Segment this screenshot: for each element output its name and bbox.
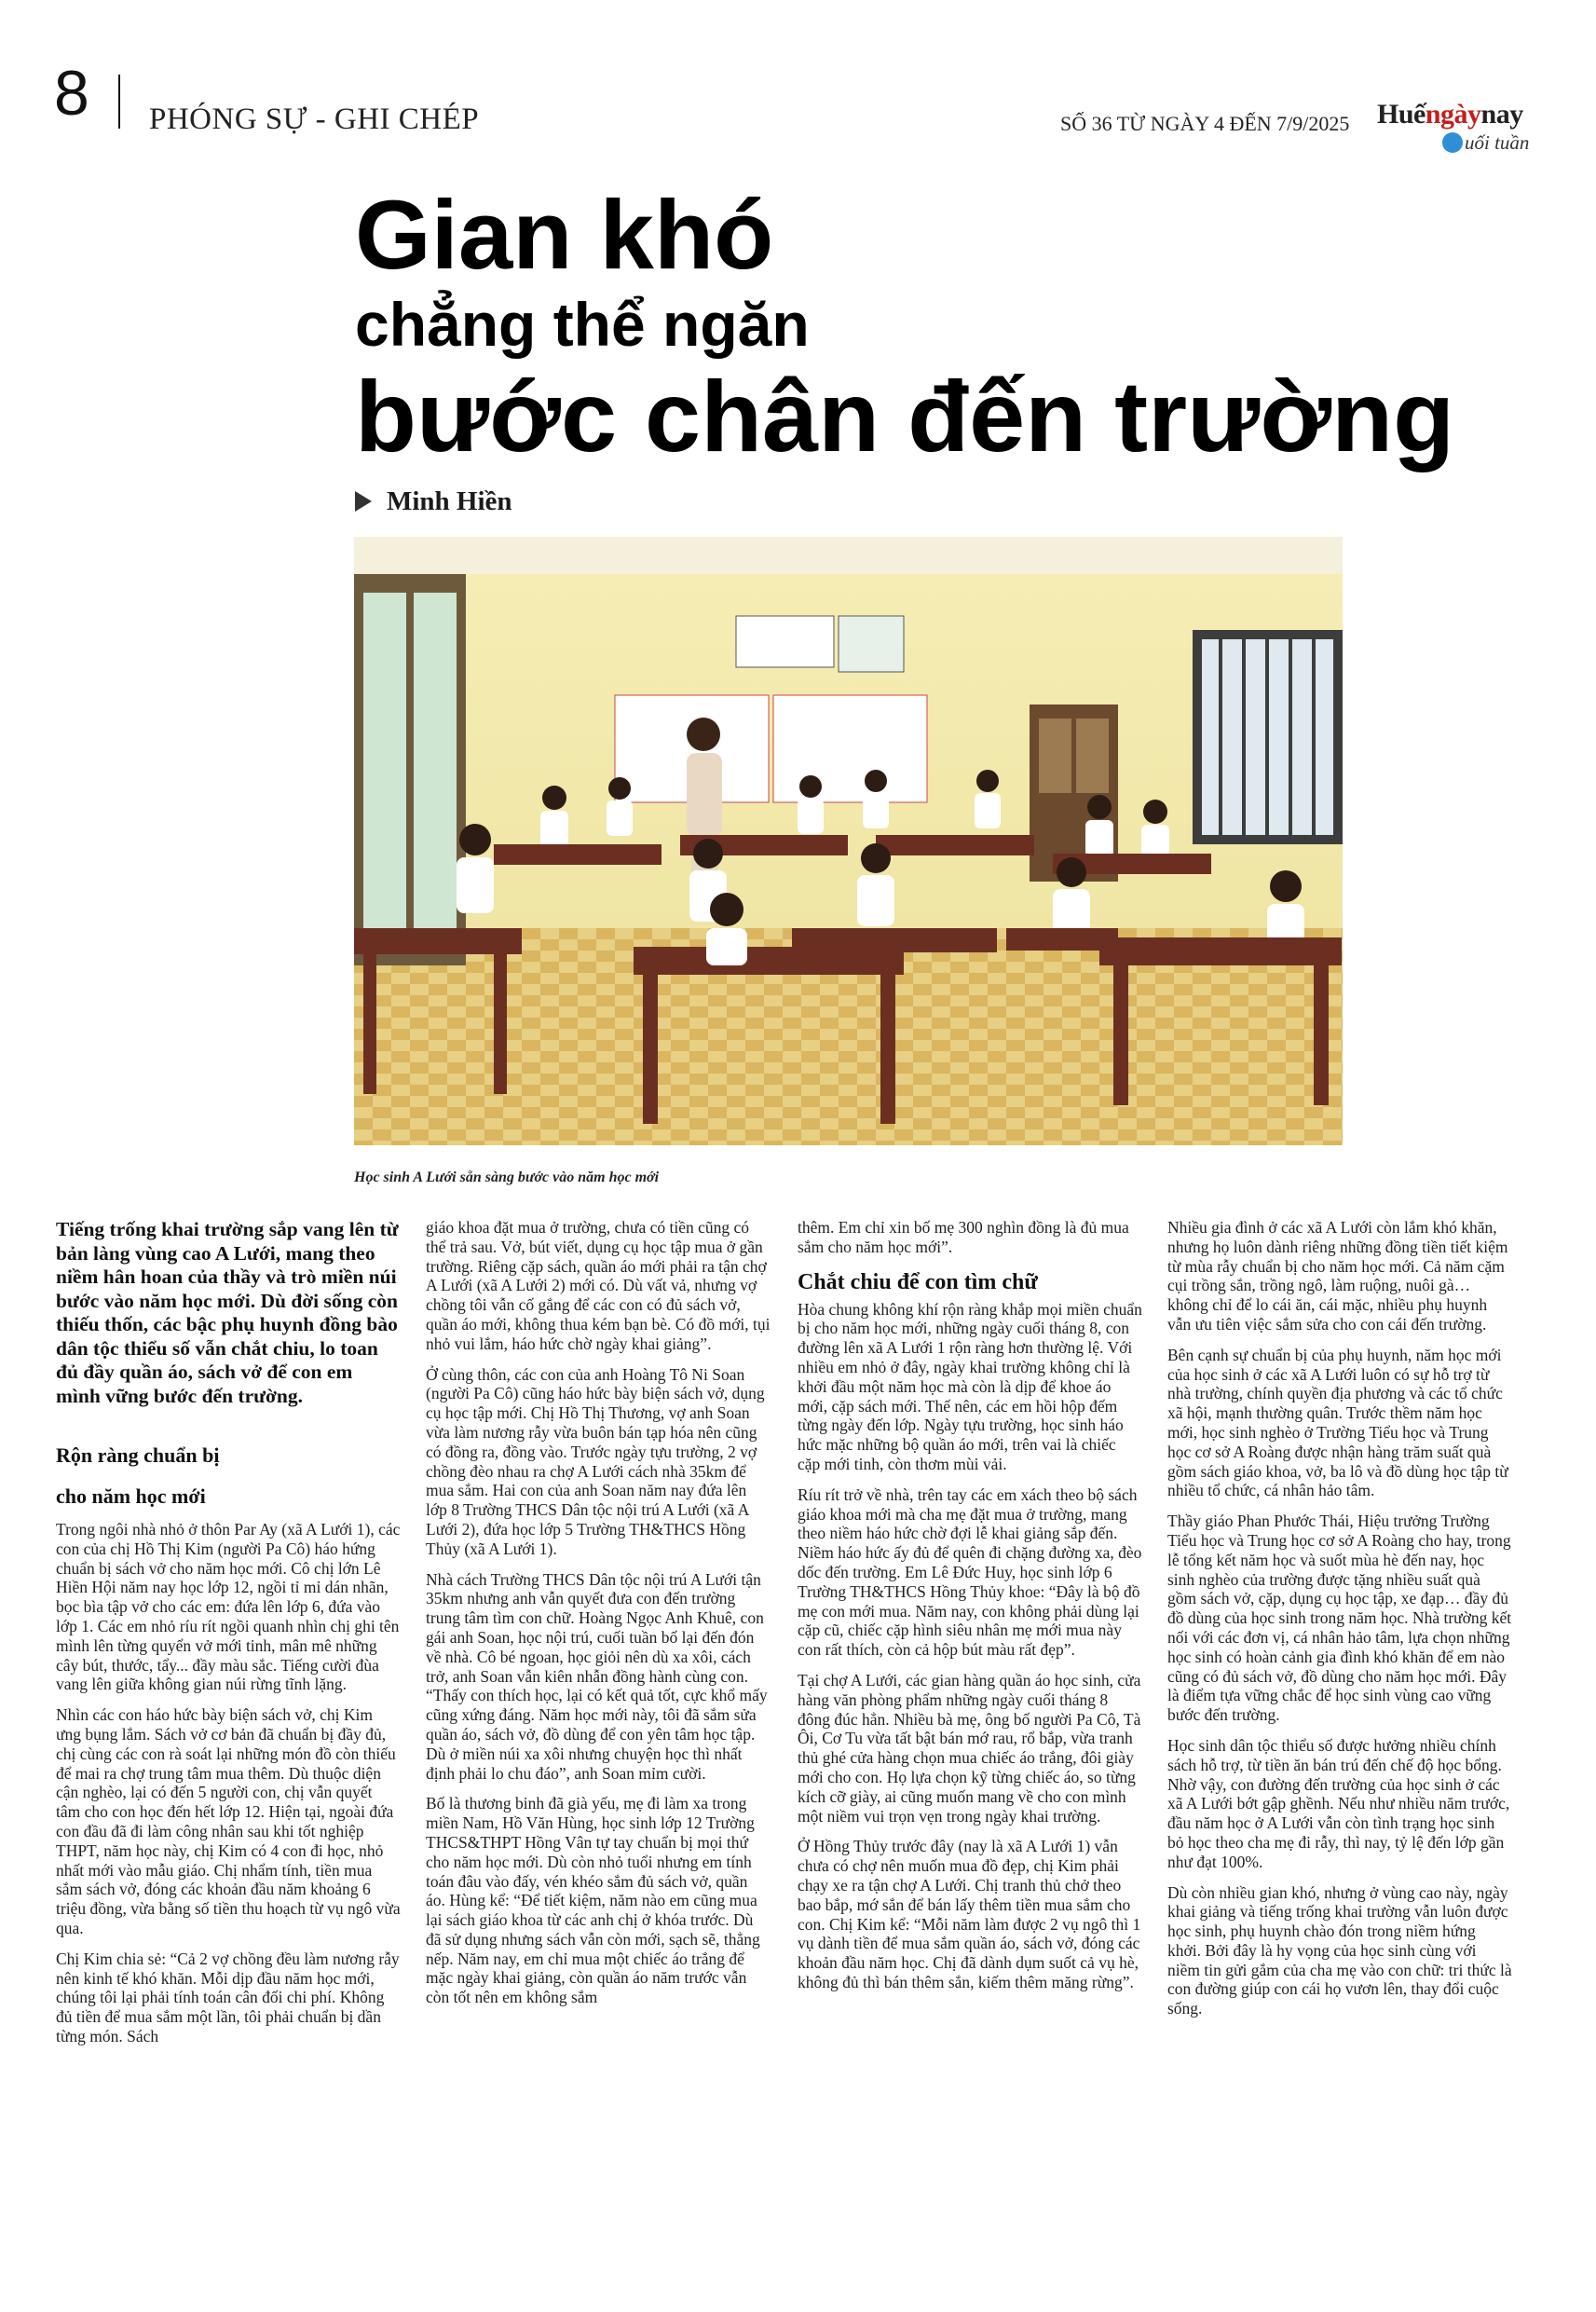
logo-part-hue: Huế bbox=[1377, 99, 1425, 130]
paragraph: Dù còn nhiều gian khó, nhưng ở vùng cao này, ngày khai giảng và tiếng trống khai trường vẫn luôn được học sinh, phụ huynh chào đón trong niềm hứng khởi. Bởi đây là hy vọng của học sinh cùng với niềm tin gửi gắm của cha mẹ vào con chữ: tri thức là con đường giúp con cái họ vươn lên, thay đổi cuộc sống. bbox=[1167, 1882, 1512, 2018]
paragraph: thêm. Em chỉ xin bố mẹ 300 nghìn đồng là đủ mua sắm cho năm học mới”. bbox=[798, 1218, 1129, 1256]
paragraph: Ở cùng thôn, các con của anh Hoàng Tô Ni Soan (người Pa Cô) cũng háo hức bày biện sách vở, dụng cụ học tập mới. Chị Hồ Thị Thương, vợ anh Soan vừa làm nương rẫy vừa buôn bán tạp hóa nên cũng có đồng ra, đồng vào. Trước ngày tựu trường, 2 vợ chồng đèo nhau ra chợ A Lưới cách nhà 35km để mua sắm. Hai con của anh Soan năm nay đứa lên lớp 8 Trường THCS Dân tộc nội trú A Lưới (xã A Lưới 2), đứa học lớp 5 Trường TH&THCS Hồng Thủy (xã A Lưới 1). bbox=[426, 1364, 765, 1558]
paragraph: Học sinh dân tộc thiểu số được hưởng nhiều chính sách hỗ trợ, từ tiền ăn bán trú đến chế độ học bổng. Nhờ vậy, con đường đến trường của học sinh ở các xã A Lưới bớt gập ghềnh. Nếu như nhiều năm trước, đầu năm học ở A Lưới vẫn còn tình trạng học sinh bỏ học theo cha mẹ đi rẫy, thì nay, tỷ lệ đến lớp gần như đạt 100%. bbox=[1167, 1735, 1510, 1871]
logo-part-ngay: ngày bbox=[1425, 99, 1481, 130]
photo-caption: Học sinh A Lưới sẵn sàng bước vào năm học mới bbox=[354, 1170, 660, 1185]
article-column-3 bbox=[798, 1218, 1142, 2004]
publication-logo bbox=[1377, 101, 1554, 166]
paragraph: Bên cạnh sự chuẩn bị của phụ huynh, năm học mới của học sinh ở các xã A Lưới luôn có sự hỗ trợ từ nhà trường, chính quyền địa phương và các tổ chức xã hội, mạnh thường quân. Trước thềm năm học mới, học sinh nghèo ở Trường Tiểu học và Trung học cơ sở A Roàng được nhận hàng trăm suất quà gồm sách giáo khoa, vở, ba lô và đồ dùng học tập từ nhiều tổ chức, cá nhân hảo tâm. bbox=[1167, 1345, 1508, 1500]
paragraph: Chị Kim chia sẻ: “Cả 2 vợ chồng đều làm nương rẫy nên kinh tế khó khăn. Mỗi dịp đầu năm học mới, chúng tôi lại phải tính toán cân đối chi phí. Không đủ tiền để mua sắm một lần, tôi phải chuẩn bị dần từng món. Sách bbox=[56, 1949, 400, 2045]
paragraph: Bố là thương binh đã già yếu, mẹ đi làm xa trong miền Nam, Hồ Văn Hùng, học sinh lớp 12 Trường THCS&THPT Hồng Vân tự tay chuẩn bị mọi thứ cho năm học mới. Dù còn nhỏ tuổi nhưng em tính toán đâu vào đấy, vén khéo sắm đủ sách vở, quần áo. Hùng kể: “Để tiết kiệm, năm nào em cũng mua lại sách giáo khoa từ các anh chị ở khóa trước. Dù đã sử dụng nhưng sách vẫn còn mới, sạch sẽ, thẳng nếp. Năm nay, em chỉ mua một chiếc áo trắng để mặc ngày khai giảng, còn quần áo năm trước vẫn còn tốt nên em không sắm bbox=[426, 1794, 760, 2007]
paragraph: Nhìn các con háo hức bày biện sách vở, chị Kim ưng bụng lắm. Sách vở cơ bản đã chuẩn bị đầy đủ, chị cùng các con rà soát lại những món đồ còn thiếu để mai ra chợ trung tâm mua thêm. Dù thuộc diện cận nghèo, lại có đến 5 người con, chị vẫn quyết tâm cho con học đến hết lớp 12. Hiện tại, ngoài đứa con đầu đã đi làm công nhân sau khi tốt nghiệp THPT, năm học này, chị Kim có 4 con đi học, nhỏ nhất mới vào mẫu giáo. Chị nhẩm tính, tiền mua sắm sách vở, đóng các khoản đầu năm khoảng 6 triệu đồng, vừa bằng số tiền thu hoạch từ vụ ngô vừa qua. bbox=[56, 1705, 401, 1937]
article-column-2 bbox=[426, 1218, 771, 2018]
headline-line-3: bước chân đến trường bbox=[355, 360, 1455, 472]
paragraph: Nhà cách Trường THCS Dân tộc nội trú A Lưới tận 35km nhưng anh vẫn quyết đưa con đến trường trung tâm tìm con chữ. Hoàng Ngọc Anh Khuê, con gái anh Soan, học nội trú, cuối tuần bố lại đến đón về nhà. Cô bé ngoan, học giỏi nên dù xa xôi, cách trở, anh Soan vẫn kiên nhẫn đồng hành cùng con. “Thấy con thích học, lại có kết quả tốt, cực khổ mấy cũng xứng đáng. Năm học mới này, tôi đã sắm sửa quần áo, sách vở, đồ dùng để con yên tâm học tập. Dù ở miền núi xa xôi nhưng chuyện học thì nhất định phải lo chu đáo”, anh Soan mỉm cười. bbox=[426, 1569, 768, 1783]
page-number: 8 bbox=[54, 58, 89, 129]
byline bbox=[355, 486, 512, 517]
logo-part-cuoituan: uối tuần bbox=[1465, 131, 1530, 154]
paragraph: Trong ngôi nhà nhỏ ở thôn Par Ay (xã A Lưới 1), các con của chị Hồ Thị Kim (người Pa Cô) háo hứng chuẩn bị sách vở cho năm học mới. Cô chị lớn Lê Hiền Hội năm nay học lớp 12, ngồi tỉ mỉ dán nhãn, bọc bìa tập vở cho các em: đứa lên lớp 6, đứa vào lớp 1. Các em nhỏ ríu rít ngồi quanh nhìn chị ghi tên mình lên từng quyển vở mới tinh, mân mê những cây bút, thước, tẩy... đầy màu sắc. Tiếng cười đùa vang lên giữa không gian núi rừng tĩnh lặng. bbox=[56, 1520, 401, 1694]
byline-triangle-icon bbox=[355, 491, 372, 512]
paragraph: giáo khoa đặt mua ở trường, chưa có tiền cũng có thể trả sau. Vở, bút viết, dụng cụ học tập mua ở gần trường. Riêng cặp sách, quần áo mới phải ra tận chợ A Lưới (xã A Lưới 2) mới có. Dù vất vả, nhưng vợ chồng tôi vẫn cố gắng để các con có đủ sách vở, quần áo mới, không thua kém bạn bè. Có đồ mới, tụi nhỏ vui lắm, háo hức chờ ngày khai giảng”. bbox=[426, 1218, 771, 1353]
author-name: Minh Hiền bbox=[387, 486, 512, 516]
section-title: PHÓNG SỰ - GHI CHÉP bbox=[149, 103, 480, 136]
classroom-photo bbox=[354, 537, 1343, 1145]
subhead-1-line-2: cho năm học mới bbox=[56, 1484, 206, 1508]
paragraph: Thầy giáo Phan Phước Thái, Hiệu trưởng Trường Tiểu học và Trung học cơ sở A Roàng cho hay, trong lễ tổng kết năm học và suốt mùa hè đến nay, học sinh nghèo của trường được tặng nhiều suất quà gồm sách vở, cặp, dụng cụ học tập, xe đạp… đầy đủ đồ dùng của học sinh trong năm học. Nhà trường kết nối với các đơn vị, cá nhân hảo tâm, lựa chọn những học sinh có hoàn cảnh gia đình khó khăn để em nào cũng có đủ sách vở, đồ dùng cho năm học mới. Đây là điểm tựa vững chắc để học sinh vùng cao vững bước đến trường. bbox=[1167, 1512, 1512, 1725]
paragraph: Nhiều gia đình ở các xã A Lưới còn lắm khó khăn, nhưng họ luôn dành riêng những đồng tiền tiết kiệm từ mùa rẫy chuẩn bị cho năm học mới. Cả năm cặm cụi trồng sắn, trồng ngô, làm ruộng, nuôi gà… không chỉ để lo cái ăn, cái mặc, nhiều phụ huynh vẫn ưu tiên việc sắm sửa cho con cái đến trường. bbox=[1167, 1218, 1508, 1334]
paragraph: Hòa chung không khí rộn ràng khắp mọi miền chuẩn bị cho năm học mới, những ngày cuối tháng 8, con đường lên xã A Lưới 1 rộn ràng hơn thường lệ. Với nhiều em nhỏ ở đây, ngày khai trường không chỉ là khởi đầu một năm học mà còn là dịp để khoe áo mới, cặp sách mới. Thế nên, các em hồi hộp đếm từng ngày đến lớp. Ngày tựu trường, học sinh háo hức mặc những bộ quần áo mới, trên vai là chiếc cặp mới tinh, còn thơm mùi vải. bbox=[798, 1299, 1142, 1473]
issue-info: SỐ 36 TỪ NGÀY 4 ĐẾN 7/9/2025 bbox=[1060, 112, 1350, 135]
logo-part-nay: nay bbox=[1480, 99, 1523, 130]
logo-circle-icon bbox=[1442, 132, 1463, 153]
lead-paragraph: Tiếng trống khai trường sắp vang lên từ bản làng vùng cao A Lưới, mang theo niềm hân hoan của thầy và trò miền núi bước vào năm học mới. Dù đời sống còn thiếu thốn, các bậc phụ huynh đồng bào dân tộc thiểu số vẫn chắt chiu, lo toan đủ đầy quần áo, sách vở để con em mình vững bước đến trường. bbox=[56, 1218, 399, 1407]
paragraph: Ríu rít trở về nhà, trên tay các em xách theo bộ sách giáo khoa mới mà cha mẹ đặt mua ở trường, mang theo niềm háo hức chờ đợi lễ khai giảng sắp đến. Niềm háo hức ấy đủ để quên đi chặng đường xa, đèo dốc đến trường. Em Lê Đức Huy, học sinh lớp 6 Trường TH&THCS Hồng Thủy khoe: “Đây là bộ đồ mẹ con mới mua. Năm nay, con không phải dùng lại cặp cũ, chiếc cặp hình siêu nhân mẹ mới mua này con rất thích, còn cả hộp bút màu rất đẹp”. bbox=[798, 1484, 1142, 1660]
headline-line-1: Gian khó bbox=[355, 181, 774, 290]
subhead-1-line-1: Rộn ràng chuẩn bị bbox=[56, 1443, 220, 1467]
subhead-2: Chắt chiu để con tìm chữ bbox=[798, 1269, 1038, 1294]
header-divider bbox=[118, 75, 120, 129]
article-column-1 bbox=[56, 1218, 401, 2058]
article-column-4 bbox=[1167, 1218, 1512, 2030]
paragraph: Ở Hồng Thủy trước đây (nay là xã A Lưới 1) vẫn chưa có chợ nên muốn mua đồ đẹp, chị Kim phải chạy xe ra tận chợ A Lưới. Chị tranh thủ chở theo bao bắp, mớ sắn để bán lấy thêm tiền mua sắm cho con. Chị Kim kể: “Mỗi năm làm được 2 vụ ngô thì 1 vụ dành tiền để mua sắm quần áo, sách vở, đóng các khoản đầu năm học. Chị đã dành dụm suốt cả vụ hè, không đủ thì bán thêm sắn, kiếm thêm măng rừng”. bbox=[798, 1837, 1141, 1991]
headline-line-2: chẳng thể ngăn bbox=[355, 290, 810, 359]
paragraph: Tại chợ A Lưới, các gian hàng quần áo học sinh, cửa hàng văn phòng phẩm những ngày cuối tháng 8 đông đúc hẳn. Nhiều bà mẹ, ông bố người Pa Cô, Tà Ôi, Cơ Tu vừa tất bật bán mớ rau, rổ bắp, vừa tranh thủ ghé cửa hàng chọn mua chiếc áo trắng, đôi giày mới cho con. Họ lựa chọn kỹ từng chiếc áo, so từng kích cỡ giày, ai cũng muốn mang về cho con mình một niềm vui trọn vẹn trong ngày khai trường. bbox=[798, 1670, 1141, 1826]
